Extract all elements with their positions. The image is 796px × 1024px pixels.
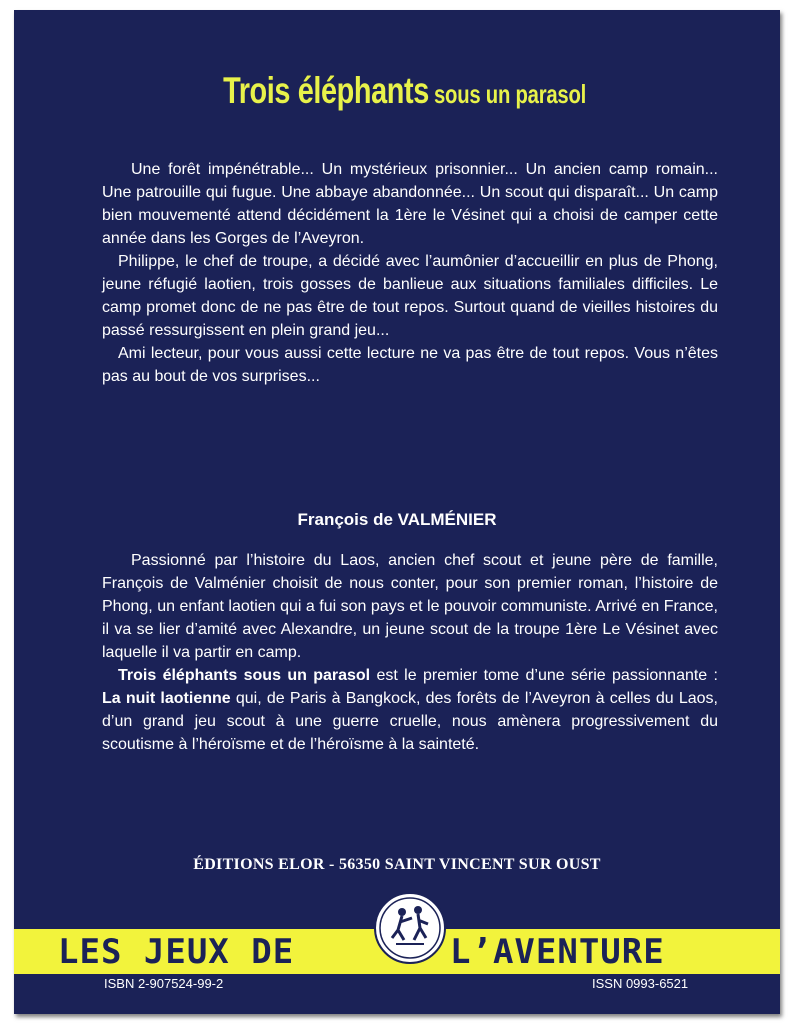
- blurb-paragraph: Philippe, le chef de troupe, a décidé avec l’aumônier d’accueillir en plus de Phong, jeune réfugié laotien, trois gosses de banlieue aux situations familiales difficiles. Le camp promet donc de ne pas être de tout repos. Surtout quand de vieilles histoires du passé ressurgissent en plein grand jeu...: [102, 253, 718, 339]
- bio-text: qui, de Paris à Bangkock, des forêts de l’Aveyron à celles du Laos, d’un grand jeu scout à une guerre cruelle, nous amènera progressivement du scoutisme à l’héroïsme et de l’héroïsme à la sainteté.: [102, 690, 719, 753]
- bio-paragraph: [102, 664, 718, 756]
- bio-paragraph: Passionné par l’histoire du Laos, ancien chef scout et jeune père de famille, François de Valménier choisit de nous conter, pour son premier roman, l’histoire de Phong, un enfant laotien qui a fui son pays et le pouvoir communiste. Arrivé en France, il va se lier d’amité avec Alexandre, un jeune scout de la troupe 1ère Le Vésinet avec laquelle il va partir en camp.: [102, 552, 718, 661]
- publisher: ÉDITIONS ELOR - 56350 SAINT VINCENT SUR OUST: [193, 856, 601, 873]
- title-main: Trois éléphants: [223, 70, 430, 111]
- scout-figures-logo-icon: [374, 892, 446, 964]
- series-right: L’AVENTURE: [450, 932, 665, 972]
- book-title: [14, 70, 780, 112]
- back-cover: [14, 10, 780, 1014]
- author-bio: [102, 549, 718, 756]
- bio-text: est le premier tome d’une série passionnante :: [370, 667, 719, 684]
- issn: ISSN 0993-6521: [592, 976, 689, 991]
- isbn: ISBN 2-907524-99-2: [104, 976, 224, 991]
- bio-series-name: La nuit laotienne: [102, 690, 231, 707]
- bio-book-title: Trois éléphants sous un parasol: [118, 667, 371, 684]
- blurb-paragraph: Ami lecteur, pour vous aussi cette lecture ne va pas être de tout repos. Vous n’êtes pas au bout de vos surprises...: [102, 345, 718, 385]
- series-left: LES JEUX DE: [58, 932, 295, 972]
- author-name: François de VALMÉNIER: [297, 510, 497, 529]
- title-sub: sous un parasol: [433, 79, 586, 109]
- blurb: [102, 158, 718, 388]
- blurb-paragraph: Une forêt impénétrable... Un mystérieux prisonnier... Un ancien camp romain... Une patrouille qui fugue. Une abbaye abandonnée... Un scout qui disparaît... Un camp bien mouvementé attend décidément la 1ère le Vésinet qui a choisi de camper cette année dans les Gorges de l’Aveyron.: [102, 161, 718, 247]
